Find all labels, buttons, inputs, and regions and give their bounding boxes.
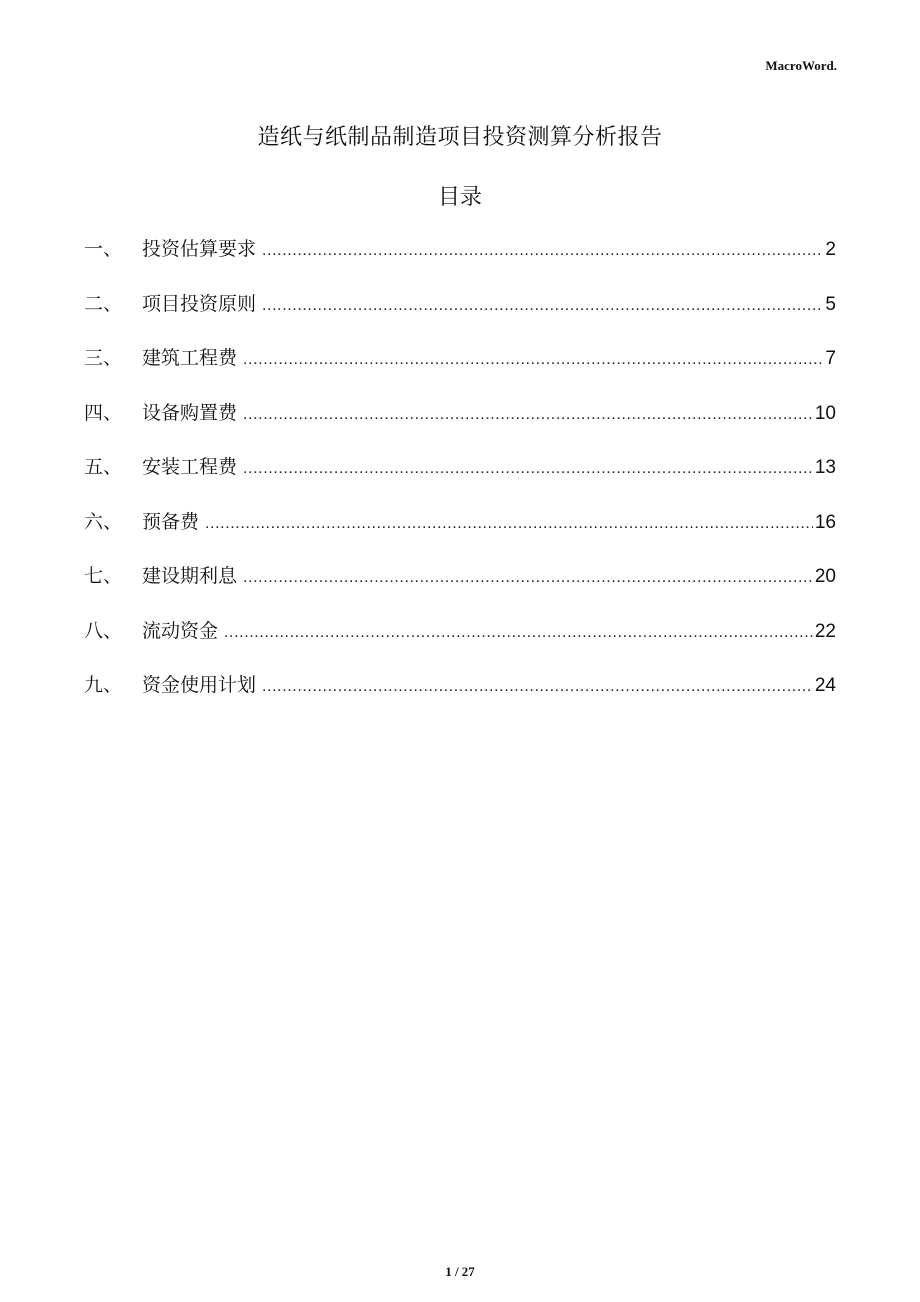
page-indicator: 1 / 27 [445,1264,475,1279]
toc-entry-number: 四、 [84,401,123,424]
toc-entry-title: 流动资金 [142,619,219,642]
header-brand: MacroWord. [765,58,837,73]
toc-dot-leader [262,678,813,696]
toc-entry-page: 16 [814,511,836,533]
document-title: 造纸与纸制品制造项目投资测算分析报告 [257,125,663,150]
toc-entry-title: 投资估算要求 [142,238,257,260]
toc-entry-page: 2 [825,239,836,260]
toc-entry-title: 预备费 [142,510,200,533]
toc-entry-title: 设备购置费 [142,401,238,424]
toc-dot-leader [205,515,813,533]
toc-entry-number: 七、 [84,565,123,587]
toc-entry[interactable] [84,398,836,453]
toc-entry-title: 项目投资原则 [142,292,257,315]
toc-entry-title: 资金使用计划 [142,674,257,696]
toc-entry-page: 5 [825,293,836,315]
toc-dot-leader [262,297,823,315]
toc-entry-title: 建设期利息 [142,565,238,587]
toc-dot-leader [243,351,823,369]
toc-entry[interactable] [84,616,836,671]
toc-entry[interactable] [84,343,836,398]
toc-entry[interactable] [84,289,836,344]
table-of-contents [84,234,836,725]
toc-dot-leader [243,406,813,424]
toc-entry-number: 八、 [84,619,123,642]
toc-entry[interactable] [84,561,836,616]
toc-entry-page: 20 [814,566,836,587]
toc-entry-page: 10 [814,402,836,424]
toc-entry-page: 24 [814,675,836,696]
toc-dot-leader [243,460,813,478]
toc-dot-leader [262,242,823,260]
toc-heading: 目录 [437,185,482,210]
toc-entry-title: 建筑工程费 [142,347,238,369]
toc-entry-number: 五、 [84,456,123,478]
toc-entry-number: 六、 [84,510,123,533]
toc-entry[interactable] [84,507,836,562]
toc-entry[interactable] [84,670,836,725]
toc-entry-number: 二、 [84,292,123,315]
toc-entry-number: 九、 [84,674,123,696]
toc-entry-page: 22 [814,620,836,642]
toc-entry-page: 7 [825,348,836,369]
toc-entry[interactable] [84,234,836,289]
toc-entry[interactable] [84,452,836,507]
toc-dot-leader [224,624,813,642]
toc-dot-leader [243,569,813,587]
toc-entry-page: 13 [814,457,836,478]
toc-entry-title: 安装工程费 [142,456,238,478]
toc-entry-number: 一、 [84,238,123,260]
toc-entry-number: 三、 [84,347,123,369]
